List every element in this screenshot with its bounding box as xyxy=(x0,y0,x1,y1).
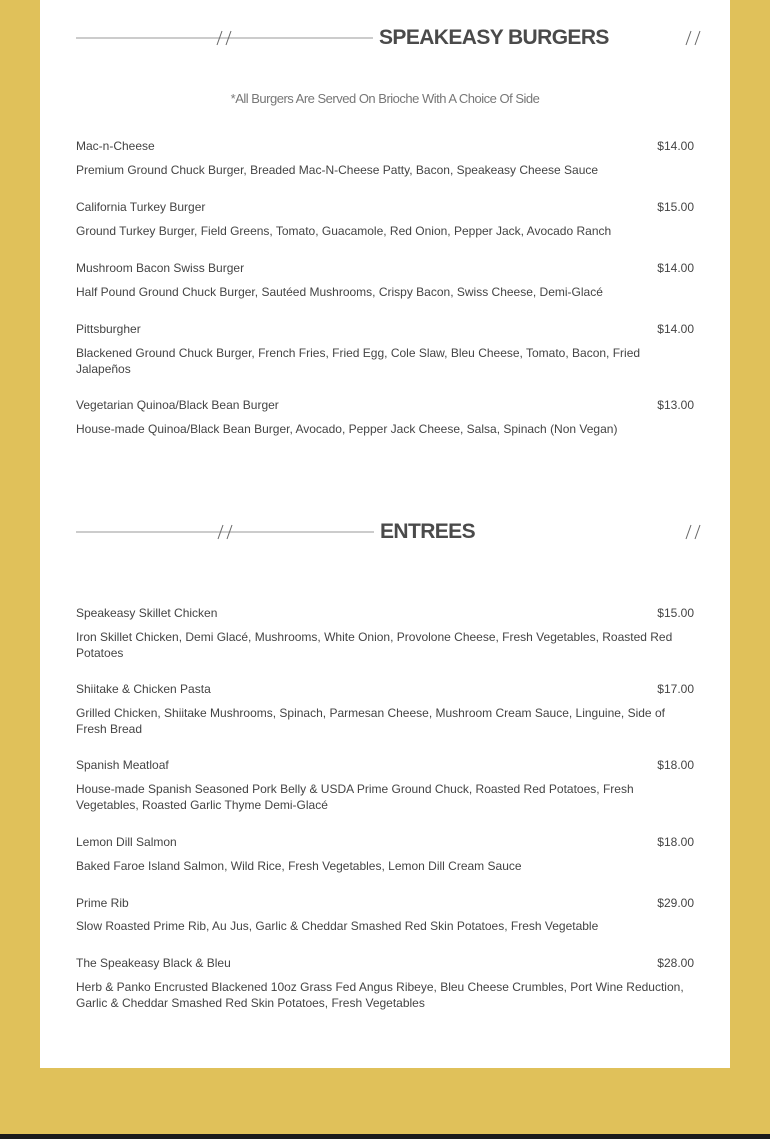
burgers-section-header xyxy=(76,24,702,54)
item-name: Pittsburgher xyxy=(76,322,141,336)
item-name: Mac-n-Cheese xyxy=(76,139,155,153)
item-price: $14.00 xyxy=(657,322,694,336)
item-name: Vegetarian Quinoa/Black Bean Burger xyxy=(76,398,279,412)
item-price: $15.00 xyxy=(657,606,694,620)
item-name: Prime Rib xyxy=(76,896,129,910)
item-price: $28.00 xyxy=(657,956,694,970)
item-price: $13.00 xyxy=(657,398,694,412)
menu-panel xyxy=(40,0,730,1068)
item-name: Mushroom Bacon Swiss Burger xyxy=(76,261,245,275)
item-price: $29.00 xyxy=(657,896,694,910)
item-name: The Speakeasy Black & Bleu xyxy=(76,956,231,970)
item-price: $17.00 xyxy=(657,682,694,696)
item-price: $14.00 xyxy=(657,139,694,153)
item-description: House-made Quinoa/Black Bean Burger, Avocado, Pepper Jack Cheese, Salsa, Spinach (Non Vegan) xyxy=(76,422,618,436)
item-description: Iron Skillet Chicken, Demi Glacé, Mushrooms, White Onion, Provolone Cheese, Fresh Vegetables, Roasted Red Potatoes xyxy=(76,630,673,660)
entrees-section-header xyxy=(76,518,702,548)
item-description: Grilled Chicken, Shiitake Mushrooms, Spinach, Parmesan Cheese, Mushroom Cream Sauce, Linguine, Side of Fresh Bread xyxy=(76,706,665,736)
item-name: Shiitake & Chicken Pasta xyxy=(76,682,211,696)
item-description: Half Pound Ground Chuck Burger, Sautéed Mushrooms, Crispy Bacon, Swiss Cheese, Demi-Glacé xyxy=(76,285,603,299)
item-price: $18.00 xyxy=(657,758,694,772)
item-description: Slow Roasted Prime Rib, Au Jus, Garlic & Cheddar Smashed Red Skin Potatoes, Fresh Vegetable xyxy=(76,919,599,933)
item-name: Lemon Dill Salmon xyxy=(76,835,177,849)
item-description: Blackened Ground Chuck Burger, French Fries, Fried Egg, Cole Slaw, Bleu Cheese, Tomato, Bacon, Fried Jalapeños xyxy=(76,346,641,376)
item-description: Baked Faroe Island Salmon, Wild Rice, Fresh Vegetables, Lemon Dill Cream Sauce xyxy=(76,859,522,873)
item-description: Herb & Panko Encrusted Blackened 10oz Grass Fed Angus Ribeye, Bleu Cheese Crumbles, Port Wine Reduction, Garlic & Cheddar Smashed Red Skin Potatoes, Fresh Vegetables xyxy=(76,980,684,1010)
footer-bar xyxy=(0,1134,770,1139)
item-description: Ground Turkey Burger, Field Greens, Tomato, Guacamole, Red Onion, Pepper Jack, Avocado Ranch xyxy=(76,224,612,238)
entrees-title: ENTREES xyxy=(380,520,475,543)
item-description: House-made Spanish Seasoned Pork Belly & USDA Prime Ground Chuck, Roasted Red Potatoes, Fresh Vegetables, Roasted Garlic Thyme Demi-Glacé xyxy=(76,782,634,812)
item-price: $15.00 xyxy=(657,200,694,214)
item-name: Spanish Meatloaf xyxy=(76,758,169,772)
burgers-title: SPEAKEASY BURGERS xyxy=(379,26,609,49)
item-price: $18.00 xyxy=(657,835,694,849)
item-price: $14.00 xyxy=(657,261,694,275)
burgers-subtitle: *All Burgers Are Served On Brioche With A Choice Of Side xyxy=(230,91,540,106)
item-name: Speakeasy Skillet Chicken xyxy=(76,606,218,620)
item-name: California Turkey Burger xyxy=(76,200,206,214)
item-description: Premium Ground Chuck Burger, Breaded Mac-N-Cheese Patty, Bacon, Speakeasy Cheese Sauce xyxy=(76,163,599,177)
